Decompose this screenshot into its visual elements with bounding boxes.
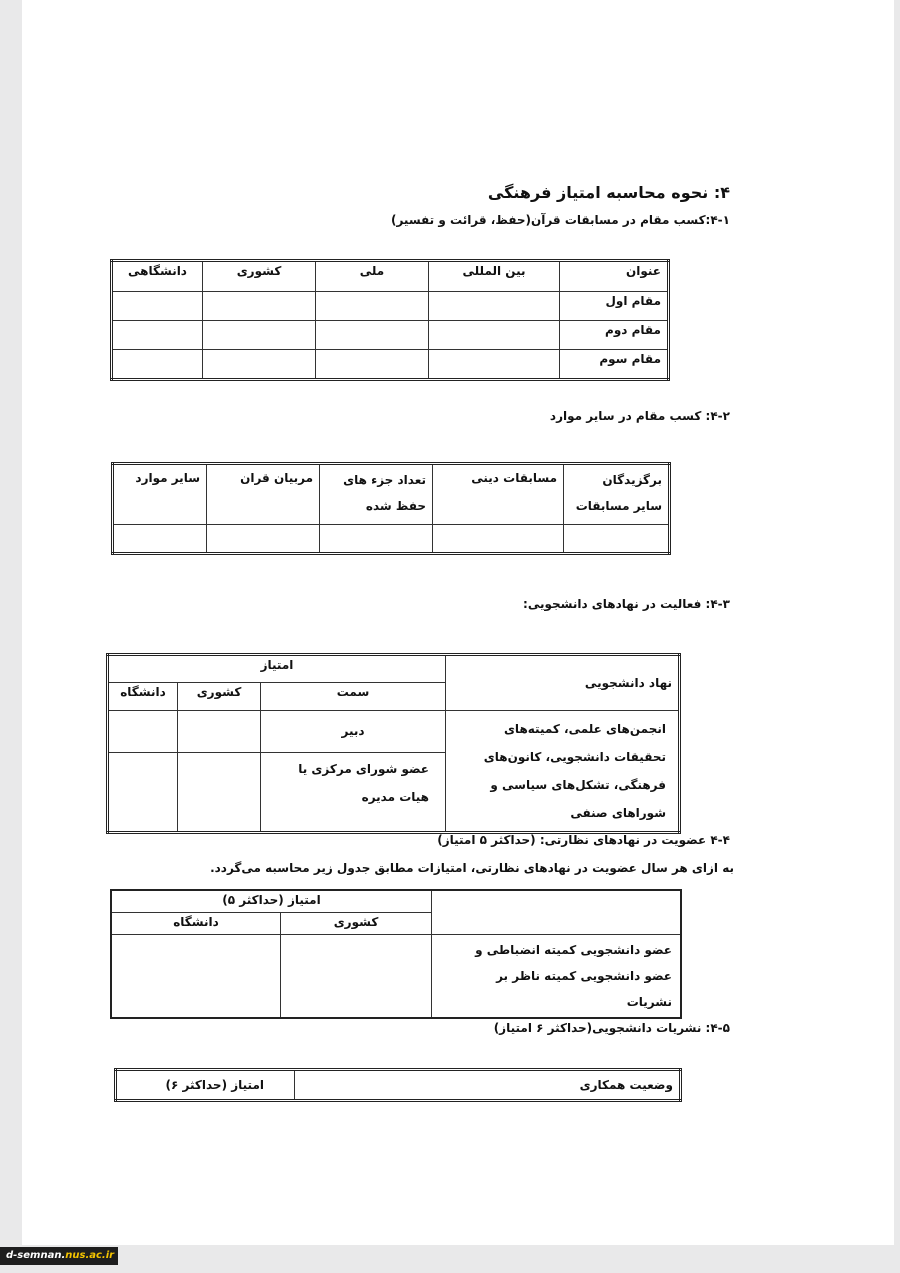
header-cooperation-status: وضعیت همکاری (295, 1070, 681, 1101)
header-other-cases: سایر موارد (113, 464, 207, 525)
section-title: ۴: نحوه محاسبه امتیاز فرهنگی (487, 183, 730, 202)
header-score-max5: امتیاز (حداکثر ۵) (111, 890, 432, 912)
section-4-3-heading: ۴-۳: فعالیت در نهادهای دانشجویی: (523, 597, 730, 611)
row-first-place: مقام اول (560, 291, 669, 320)
section-4-2-heading: ۴-۲: کسب مقام در سایر موارد (549, 409, 730, 423)
document-page (22, 0, 894, 1245)
row-second-place: مقام دوم (560, 320, 669, 349)
section-4-4-heading: ۴-۴ عضویت در نهادهای نظارتی: (حداکثر ۵ امتیاز) (437, 833, 730, 847)
header-university: دانشگاه (111, 912, 281, 934)
header-other-winners: برگزیدگان سایر مسابقات (564, 464, 670, 525)
header-blank (432, 890, 682, 934)
header-score: امتیاز (108, 655, 446, 683)
header-memorized-parts: تعداد جزء های حفظ شده (320, 464, 433, 525)
section-4-1-heading: ۴-۱:کسب مقام در مسابقات قرآن(حفظ، قرائت و تفسیر) (390, 213, 730, 227)
student-organizations-table (106, 653, 681, 834)
header-national: کشوری (281, 912, 432, 934)
site-watermark: d-semnan.nus.ac.ir (0, 1247, 118, 1265)
supervisory-row-label: عضو دانشجویی کمیته انضباطی و عضو دانشجویی کمیته ناظر بر نشریات (432, 934, 682, 1018)
header-title: عنوان (560, 261, 669, 292)
header-country: کشوری (203, 261, 316, 292)
header-university: دانشگاه (108, 683, 178, 711)
header-position: سمت (261, 683, 446, 711)
header-national-level: ملی (316, 261, 429, 292)
position-secretary: دبیر (261, 711, 446, 753)
header-university: دانشگاهی (112, 261, 203, 292)
organizations-description: انجمن‌های علمی، کمیته‌های تحقیقات دانشجویی، کانون‌های فرهنگی، تشکل‌های سیاسی و شوراهای صنفی (446, 711, 680, 833)
position-council-member: عضو شورای مرکزی یا هیات مدیره (261, 752, 446, 832)
supervisory-bodies-table (110, 889, 682, 1019)
section-4-5-heading: ۴-۵: نشریات دانشجویی(حداکثر ۶ امتیاز) (493, 1021, 730, 1035)
header-quran-instructors: مربیان قران (207, 464, 320, 525)
header-religious-competitions: مسابقات دینی (433, 464, 564, 525)
quran-competition-table (110, 259, 670, 381)
header-international: بین المللی (429, 261, 560, 292)
header-score-max6: امتیاز (حداکثر ۶) (116, 1070, 295, 1101)
section-4-4-intro: به ازای هر سال عضویت در نهادهای نظارتی، امتیازات مطابق جدول زیر محاسبه می‌گردد. (210, 861, 734, 875)
row-third-place: مقام سوم (560, 350, 669, 380)
header-national: کشوری (178, 683, 261, 711)
header-student-organization: نهاد دانشجویی (446, 655, 680, 711)
other-achievements-table (111, 462, 671, 555)
publications-table (114, 1068, 682, 1102)
